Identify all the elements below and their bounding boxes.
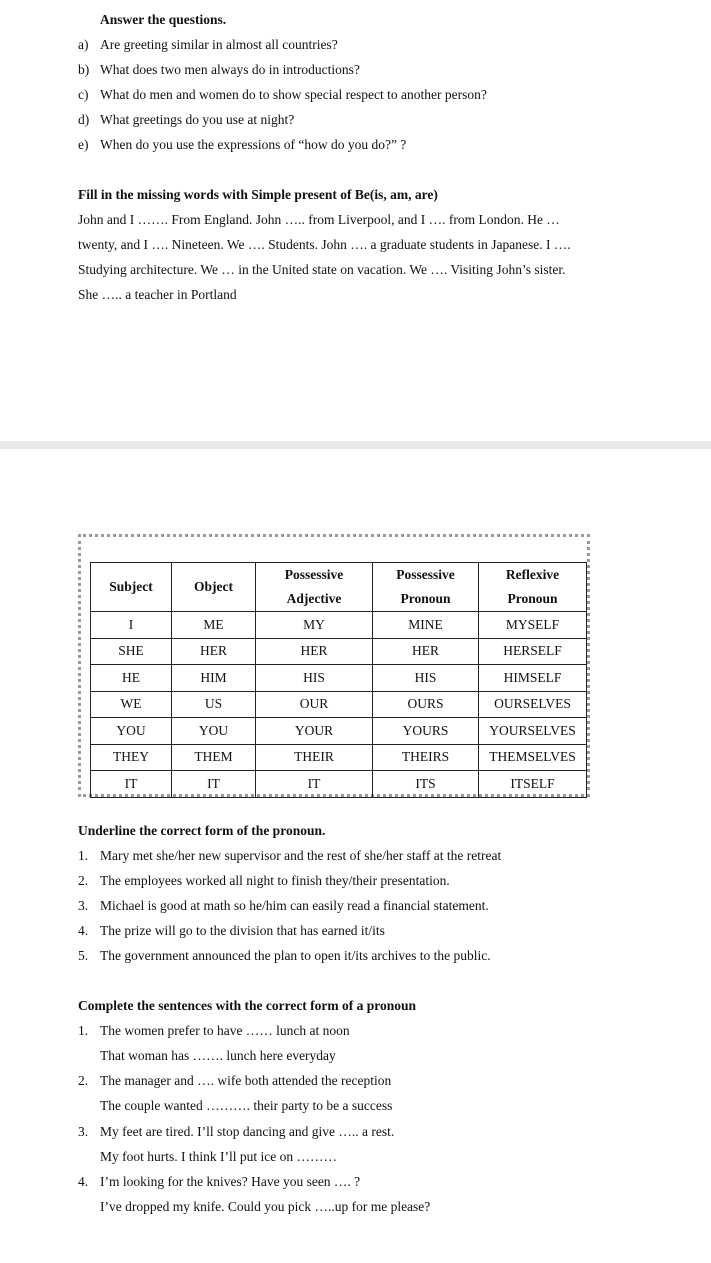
cell-reflexive-pronoun: HIMSELF <box>479 665 587 692</box>
item-label: e) <box>78 137 89 152</box>
worksheet-page-1 <box>0 0 711 441</box>
section-heading-complete: Complete the sentences with the correct form of a pronoun <box>78 998 417 1013</box>
item-label: c) <box>78 87 89 102</box>
section-heading-underline: Underline the correct form of the pronoun. <box>78 823 326 838</box>
complete-item-1 <box>78 1023 350 1039</box>
cell-possessive-pronoun: MINE <box>373 612 479 639</box>
item-label: 2. <box>78 1073 89 1088</box>
exercise-item-3 <box>78 898 489 914</box>
cell-object: HIM <box>172 665 256 692</box>
cell-subject: WE <box>91 691 172 718</box>
question-item-a <box>78 37 338 53</box>
item-text: I’m looking for the knives? Have you seen …. ? <box>100 1174 361 1189</box>
item-text: Mary met she/her new supervisor and the rest of she/her staff at the retreat <box>100 848 502 863</box>
cell-object: ME <box>172 612 256 639</box>
item-label: 2. <box>78 873 89 888</box>
cell-possessive-adjective: MY <box>256 612 373 639</box>
complete-item-3 <box>78 1124 394 1140</box>
section-heading-answer: Answer the questions. <box>100 12 227 27</box>
cell-subject: YOU <box>91 718 172 745</box>
cell-reflexive-pronoun: ITSELF <box>479 771 587 798</box>
cell-reflexive-pronoun: THEMSELVES <box>479 744 587 771</box>
cell-object: THEM <box>172 744 256 771</box>
cell-subject: IT <box>91 771 172 798</box>
exercise-item-2 <box>78 873 450 889</box>
header-object: Object <box>172 563 256 612</box>
paragraph-line-3: Studying architecture. We … in the United state on vacation. We …. Visiting John’s sister. <box>78 262 566 277</box>
header-possessive-adjective: Possessive Adjective <box>256 563 373 612</box>
table-row <box>91 718 587 745</box>
cell-possessive-adjective: YOUR <box>256 718 373 745</box>
cell-possessive-adjective: THEIR <box>256 744 373 771</box>
item-label: d) <box>78 112 90 127</box>
item-text: Are greeting similar in almost all countries? <box>100 37 338 52</box>
complete-item-2 <box>78 1073 391 1089</box>
item-text: What does two men always do in introductions? <box>100 62 360 77</box>
cell-object: YOU <box>172 718 256 745</box>
item-label: 3. <box>78 898 89 913</box>
paragraph-line-1: John and I ……. From England. John ….. from Liverpool, and I …. from London. He … <box>78 212 560 227</box>
item-text: The manager and …. wife both attended the reception <box>100 1073 392 1088</box>
cell-possessive-adjective: HIS <box>256 665 373 692</box>
worksheet-page-2 <box>0 449 711 1263</box>
table-header-row <box>91 563 587 612</box>
table-row <box>91 691 587 718</box>
item-text: When do you use the expressions of “how do you do?” ? <box>100 137 407 152</box>
complete-item-4 <box>78 1174 360 1190</box>
complete-item-3-second: My foot hurts. I think I’ll put ice on ……… <box>100 1149 337 1164</box>
table-row <box>91 744 587 771</box>
question-item-b <box>78 62 360 78</box>
question-item-e <box>78 137 406 153</box>
cell-possessive-adjective: OUR <box>256 691 373 718</box>
cell-reflexive-pronoun: HERSELF <box>479 638 587 665</box>
cell-object: IT <box>172 771 256 798</box>
complete-item-1-second: That woman has ……. lunch here everyday <box>100 1048 336 1063</box>
page-separator <box>0 441 711 449</box>
cell-reflexive-pronoun: MYSELF <box>479 612 587 639</box>
table-row <box>91 771 587 798</box>
cell-reflexive-pronoun: OURSELVES <box>479 691 587 718</box>
item-text: What do men and women do to show special respect to another person? <box>100 87 487 102</box>
header-reflexive-pronoun: Reflexive Pronoun <box>479 563 587 612</box>
cell-object: US <box>172 691 256 718</box>
item-label: 4. <box>78 1174 89 1189</box>
item-text: What greetings do you use at night? <box>100 112 295 127</box>
question-item-d <box>78 112 294 128</box>
complete-item-4-second: I’ve dropped my knife. Could you pick …..up for me please? <box>100 1199 431 1214</box>
header-subject: Subject <box>91 563 172 612</box>
item-label: 3. <box>78 1124 89 1139</box>
cell-possessive-pronoun: THEIRS <box>373 744 479 771</box>
item-label: 4. <box>78 923 89 938</box>
table-row <box>91 665 587 692</box>
item-text: Michael is good at math so he/him can easily read a financial statement. <box>100 898 489 913</box>
item-text: The prize will go to the division that has earned it/its <box>100 923 385 938</box>
item-text: The employees worked all night to finish they/their presentation. <box>100 873 450 888</box>
cell-possessive-pronoun: HIS <box>373 665 479 692</box>
item-text: The government announced the plan to open it/its archives to the public. <box>100 948 491 963</box>
complete-item-2-second: The couple wanted ………. their party to be a success <box>100 1098 393 1113</box>
pronoun-table <box>90 562 587 798</box>
exercise-item-5 <box>78 948 491 964</box>
cell-reflexive-pronoun: YOURSELVES <box>479 718 587 745</box>
question-item-c <box>78 87 487 103</box>
paragraph-line-4: She ….. a teacher in Portland <box>78 287 237 302</box>
item-label: b) <box>78 62 90 77</box>
cell-possessive-adjective: IT <box>256 771 373 798</box>
cell-object: HER <box>172 638 256 665</box>
item-text: The women prefer to have …… lunch at noon <box>100 1023 350 1038</box>
cell-possessive-pronoun: HER <box>373 638 479 665</box>
cell-subject: SHE <box>91 638 172 665</box>
paragraph-line-2: twenty, and I …. Nineteen. We …. Students. John …. a graduate students in Japanese. I …. <box>78 237 571 252</box>
item-text: My feet are tired. I’ll stop dancing and give ….. a rest. <box>100 1124 395 1139</box>
cell-possessive-pronoun: YOURS <box>373 718 479 745</box>
table-row <box>91 638 587 665</box>
cell-possessive-pronoun: ITS <box>373 771 479 798</box>
exercise-item-1 <box>78 848 501 864</box>
item-label: 1. <box>78 1023 89 1038</box>
section-heading-fill-in: Fill in the missing words with Simple present of Be(is, am, are) <box>78 187 438 202</box>
item-label: 5. <box>78 948 89 963</box>
exercise-item-4 <box>78 923 385 939</box>
item-label: 1. <box>78 848 89 863</box>
table-row <box>91 612 587 639</box>
cell-subject: I <box>91 612 172 639</box>
header-possessive-pronoun: Possessive Pronoun <box>373 563 479 612</box>
item-label: a) <box>78 37 89 52</box>
cell-possessive-pronoun: OURS <box>373 691 479 718</box>
cell-possessive-adjective: HER <box>256 638 373 665</box>
cell-subject: THEY <box>91 744 172 771</box>
cell-subject: HE <box>91 665 172 692</box>
